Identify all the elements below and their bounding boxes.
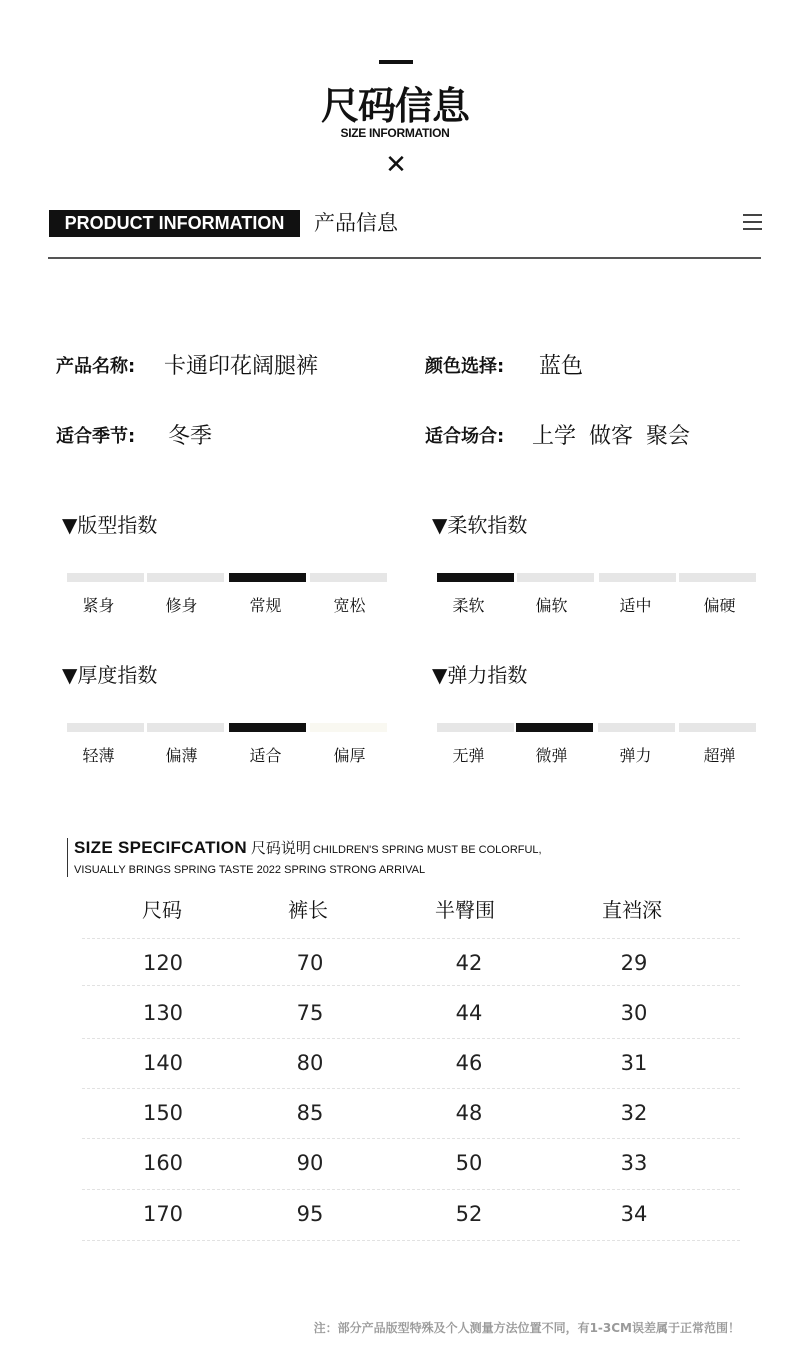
table-cell: 130 <box>142 1001 184 1025</box>
attribute-label: 适合场合: <box>425 426 505 447</box>
scale-title: ▼厚度指数 <box>62 663 158 687</box>
scale-segment <box>67 723 144 732</box>
scale-segment <box>599 573 676 582</box>
scale-segment-selected <box>229 573 306 582</box>
spec-heading <box>74 836 542 862</box>
scale-segment-selected <box>229 723 306 732</box>
scale-segment <box>598 723 675 732</box>
row-divider <box>82 938 740 939</box>
table-cell: 70 <box>296 951 324 975</box>
table-cell: 80 <box>296 1051 324 1075</box>
table-cell: 170 <box>142 1202 184 1226</box>
spec-tagline: CHILDREN'S SPRING MUST BE COLORFUL, <box>312 844 542 856</box>
scale-segment-selected <box>437 573 514 582</box>
scale-segment <box>679 723 756 732</box>
spec-title-en: SIZE SPECIFCATION <box>74 838 247 857</box>
scale-segment <box>679 573 756 582</box>
scale-segment <box>437 723 514 732</box>
row-divider <box>82 1240 740 1241</box>
title-dash <box>379 60 413 64</box>
scale-option: 偏厚 <box>333 746 366 765</box>
scale-option: 超弹 <box>703 746 736 765</box>
spec-tagline: VISUALLY BRINGS SPRING TASTE 2022 SPRING STRONG ARRIVAL <box>74 864 426 876</box>
footnote: 注：部分产品版型特殊及个人测量方法位置不同，有1-3CM误差属于正常范围！ <box>313 1321 740 1335</box>
attribute-label: 适合季节: <box>56 426 136 447</box>
scale-segment-selected <box>516 723 593 732</box>
table-cell: 33 <box>620 1151 648 1175</box>
table-cell: 90 <box>296 1151 324 1175</box>
scale-title: ▼柔软指数 <box>432 513 528 537</box>
table-cell: 42 <box>455 951 483 975</box>
scale-title: ▼版型指数 <box>62 513 158 537</box>
table-cell: 140 <box>142 1051 184 1075</box>
product-information-title: 产品信息 <box>314 211 398 235</box>
row-divider <box>82 1088 740 1089</box>
menu-icon[interactable] <box>743 213 762 231</box>
table-cell: 160 <box>142 1151 184 1175</box>
scale-option: 适合 <box>249 746 282 765</box>
column-header: 直裆深 <box>602 898 662 922</box>
scale-option: 微弹 <box>535 746 568 765</box>
page-title: 尺码信息 <box>320 84 469 128</box>
table-cell: 48 <box>455 1101 483 1125</box>
product-information-badge: PRODUCT INFORMATION <box>49 210 300 237</box>
scale-option: 轻薄 <box>82 746 115 765</box>
scale-option: 偏软 <box>535 596 568 615</box>
table-cell: 44 <box>455 1001 483 1025</box>
cross-icon: ✕ <box>385 150 407 180</box>
table-cell: 95 <box>296 1202 324 1226</box>
scale-segment <box>147 573 224 582</box>
row-divider <box>82 1038 740 1039</box>
table-cell: 85 <box>296 1101 324 1125</box>
scale-segment <box>310 573 387 582</box>
scale-segment <box>517 573 594 582</box>
table-cell: 31 <box>620 1051 648 1075</box>
spec-title-cn: 尺码说明 <box>250 839 311 857</box>
column-header: 半臀围 <box>435 898 495 922</box>
table-cell: 46 <box>455 1051 483 1075</box>
scale-option: 紧身 <box>82 596 115 615</box>
table-cell: 150 <box>142 1101 184 1125</box>
scale-option: 柔软 <box>452 596 485 615</box>
scale-option: 弹力 <box>619 746 652 765</box>
scale-option: 常规 <box>249 596 282 615</box>
spec-accent-line <box>67 838 68 877</box>
table-cell: 30 <box>620 1001 648 1025</box>
scale-option: 宽松 <box>333 596 366 615</box>
table-cell: 29 <box>620 951 648 975</box>
attribute-label: 产品名称: <box>56 356 136 377</box>
scale-option: 偏薄 <box>165 746 198 765</box>
table-cell: 120 <box>142 951 184 975</box>
page-subtitle: SIZE INFORMATION <box>340 126 450 140</box>
attribute-value: 上学 做客 聚会 <box>532 424 690 449</box>
scale-title: ▼弹力指数 <box>432 663 528 687</box>
row-divider <box>82 985 740 986</box>
scale-segment <box>310 723 387 732</box>
attribute-label: 颜色选择: <box>425 356 505 377</box>
scale-option: 偏硬 <box>703 596 736 615</box>
scale-option: 无弹 <box>452 746 485 765</box>
table-cell: 50 <box>455 1151 483 1175</box>
row-divider <box>82 1189 740 1190</box>
attribute-value: 蓝色 <box>539 354 584 379</box>
row-divider <box>82 1138 740 1139</box>
scale-option: 适中 <box>619 596 652 615</box>
table-cell: 34 <box>620 1202 648 1226</box>
attribute-value: 卡通印花阔腿裤 <box>164 354 319 379</box>
section-divider <box>48 257 761 259</box>
scale-segment <box>67 573 144 582</box>
column-header: 裤长 <box>288 898 328 922</box>
scale-segment <box>147 723 224 732</box>
scale-option: 修身 <box>165 596 198 615</box>
attribute-value: 冬季 <box>168 424 213 449</box>
table-cell: 52 <box>455 1202 483 1226</box>
column-header: 尺码 <box>142 898 182 922</box>
table-cell: 75 <box>296 1001 324 1025</box>
table-cell: 32 <box>620 1101 648 1125</box>
